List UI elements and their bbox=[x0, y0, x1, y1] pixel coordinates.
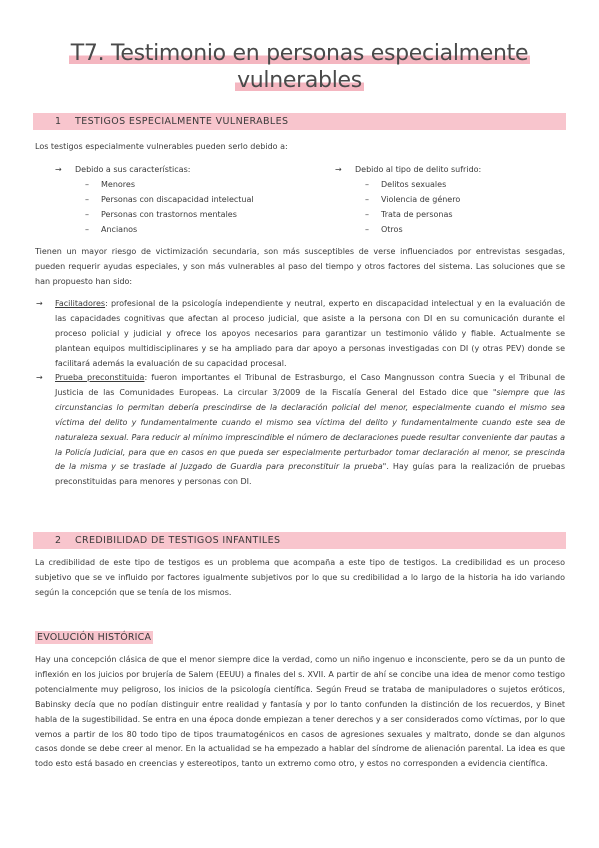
page-title-line-1: T7. Testimonio en personas especialmente bbox=[70, 41, 529, 66]
evolucion-heading-text: EVOLUCIÓN HISTÓRICA bbox=[37, 632, 152, 643]
arrow-icon: → bbox=[36, 299, 43, 308]
bullet-facilitadores-text: : profesional de la psicología independiente y neutral, experto en discapacidad intelectual y en la evaluación de las capacidades cognitivas que afectan al proceso judicial, que asiste a la persona con DI en su comunicación durante el proceso policial y judicial y ofrece los apoyos necesarios para garantizar un testimonio válido y fiable. Actualmente se plantean equipos multidisciplinares y se ha ampliado para dar apoyo a personas investigadas con DI (y otras PEV) donde se facilitará además la evaluación de su capacidad procesal. bbox=[55, 299, 565, 368]
bullet-prueba-preconstituida bbox=[36, 371, 566, 490]
list-characteristics-lead-text: Debido a sus características: bbox=[75, 165, 191, 174]
list-crime-type-lead bbox=[335, 163, 565, 178]
page-title-line-2: vulnerables bbox=[237, 68, 362, 93]
evolucion-paragraph: Hay una concepción clásica de que el menor siempre dice la verdad, como un niño ingenuo e inconsciente, pero se da un punto de inflexión en los juicios por brujería de Salem (EEUU) a finales del s. XVII. A partir de ahí se concibe una idea de menor como testigo potencialmente muy peligroso, los inicios de la psicología científica. Según Freud se trataba de manipuladores o sujetos eróticos, Babinsky decía que no podían distinguir entre realidad y fantasía y por lo tanto confunden la distinción de los recuerdos, y Binet habla de la sugestibilidad. Se entra en una época donde empiezan a tener derechos y a ser considerados como víctimas, por lo que vemos a partir de los 80 todo tipo de tipos traumatogénicos en casos de agresiones sexuales y maltrato, donde se dan algunos casos donde se debe creer al menor. En la actualidad se ha empezado a hablar del síndrome de alienación parental. La idea es que todo esto está basado en creencias y estereotipos, tanto un extremo como otro, y estos no corresponden a evidencia científica. bbox=[35, 655, 565, 769]
section-2-title: CREDIBILIDAD DE TESTIGOS INFANTILES bbox=[75, 535, 281, 546]
bullet-prueba-text-end: ". Hay guías para la realización de pruebas preconstituidas para menores y personas con DI. bbox=[55, 462, 565, 487]
list-item: – Menores bbox=[55, 178, 315, 193]
bullet-facilitadores-term: Facilitadores bbox=[55, 299, 106, 308]
section-1-intro: Los testigos especialmente vulnerables pueden serlo debido a: bbox=[35, 142, 288, 151]
list-crime-type-lead-text: Debido al tipo de delito sufrido: bbox=[355, 165, 482, 174]
section-2-paragraph: La credibilidad de este tipo de testigos es un problema que acompaña a este tipo de testigos. La credibilidad es un proceso subjetivo que se ve influido por factores igualmente subjetivos por lo que su credibilidad a lo largo de la historia ha ido variando según la concepción que se tenía de los mismos. bbox=[35, 558, 565, 597]
list-item: – Violencia de género bbox=[335, 193, 565, 208]
arrow-icon: → bbox=[36, 373, 43, 382]
section-2-heading bbox=[33, 532, 566, 549]
section-1-title: TESTIGOS ESPECIALMENTE VULNERABLES bbox=[75, 116, 289, 127]
section-1-heading bbox=[33, 113, 566, 130]
list-item: – Ancianos bbox=[55, 223, 315, 238]
list-item: – Personas con discapacidad intelectual bbox=[55, 193, 315, 208]
evolucion-heading bbox=[35, 631, 153, 645]
list-item: – Personas con trastornos mentales bbox=[55, 208, 315, 223]
section-1-paragraph: Tienen un mayor riesgo de victimización secundaria, son más susceptibles de verse influenciados por entrevistas sesgadas, pueden requerir ayudas especiales, y son más vulnerables al paso del tiempo y otros factores del sistema. Las soluciones que se han propuesto han sido: bbox=[35, 247, 565, 286]
list-item: – Trata de personas bbox=[335, 208, 565, 223]
bullet-prueba-term: Prueba preconstituida bbox=[55, 373, 145, 382]
bullet-facilitadores bbox=[36, 297, 565, 372]
list-characteristics bbox=[55, 163, 315, 238]
section-2-number: 2 bbox=[55, 535, 62, 546]
list-crime-type bbox=[335, 163, 565, 238]
list-item: – Otros bbox=[335, 223, 565, 238]
bullet-prueba-text: : fueron importantes el Tribunal de Estrasburgo, el Caso Mangnusson contra Suecia y el Tribunal de Justicia de las Comunidades Europeas. La circular 3/2009 de la Fiscalía General del Estado dice que " bbox=[55, 373, 565, 397]
page-title bbox=[40, 40, 559, 94]
bullet-prueba-quote: siempre que las circunstancias lo permitan debería prescindirse de la declaración policial del menor, especialmente cuando el mismo sea víctima del delito y fundamentalmente cuando el mismo sea víctima del delito y fundamentalmente cuando este sea de naturaleza sexual. Para reducir al mínimo imprescindible el número de declaraciones puede resultar conveniente dar pautas a la Policía Judicial, para que en casos en que pueda ser especialmente perturbador tomar declaración al menor, se prescinda de la misma y se traslade al Juzgado de Guardia para preconstituir la prueba bbox=[55, 387, 566, 472]
list-characteristics-lead bbox=[55, 163, 315, 178]
section-1-number: 1 bbox=[55, 116, 62, 127]
list-item: – Delitos sexuales bbox=[335, 178, 565, 193]
